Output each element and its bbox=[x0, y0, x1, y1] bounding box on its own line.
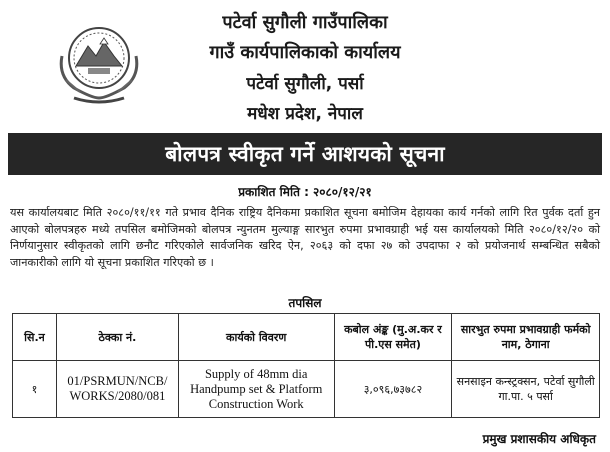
col-header-description: कार्यको विवरण bbox=[178, 314, 334, 361]
col-header-sn: सि.न bbox=[13, 314, 57, 361]
office-name: गाउँ कार्यपालिकाको कार्यालय bbox=[209, 42, 401, 63]
notice-title-banner: बोलपत्र स्वीकृत गर्ने आशयको सूचना bbox=[8, 133, 602, 175]
municipality-name: पटेर्वा सुगौली गाउँपालिका bbox=[222, 12, 388, 33]
col-header-firm: सारभुत रुपमा प्रभावग्राही फर्मको नाम, ठेगाना bbox=[452, 314, 600, 361]
cell-sn: १ bbox=[13, 361, 57, 418]
col-header-amount: कबोल अंङ्क (मु.अ.कर र पी.एस समेत) bbox=[334, 314, 452, 361]
award-table bbox=[12, 313, 600, 418]
cell-amount: ३,०९६,७३७८२ bbox=[334, 361, 452, 418]
col-header-contract-no: ठेक्का नं. bbox=[56, 314, 178, 361]
table-header-row bbox=[13, 314, 600, 361]
cell-description: Supply of 48mm dia Handpump set & Platform Construction Work bbox=[178, 361, 334, 418]
schedule-title: तपसिल bbox=[288, 296, 322, 310]
notice-body: यस कार्यालयबाट मिति २०८०/११/११ गते प्रभाव दैनिक राष्ट्रिय दैनिकमा प्रकाशित सूचना बमोजिम देहायका कार्य गर्नको लागि रित पुर्वक दर्ता हुन आएको बोलपत्रहरु मध्ये तपसिल बमोजिमको बोलपत्र न्युनतम मुल्याङ्ग सारभुत रुपमा प्रभावग्राही भई यस कार्यालयको मिति २०८०/१२/२० को निर्णयानुसार स्वीकृतको लागि छनौट गरिएकोले सार्वजनिक खरिद ऐन, २०६३ को दफा २७ को उपदाफा २ को प्रयोजनार्थ सम्बन्धित सबैको जानकारीको लागि यो सूचना प्रकाशित गरिएको छ । bbox=[10, 206, 600, 269]
cell-firm: सनसाइन कन्स्ट्रक्सन, पटेर्वा सुगौली गा.पा. ५ पर्सा bbox=[452, 361, 600, 418]
published-date: प्रकाशित मिति : २०८०/१२/२१ bbox=[238, 185, 372, 199]
cell-contract-no: 01/PSRMUN/NCB/ WORKS/2080/081 bbox=[56, 361, 178, 418]
province-country: मधेश प्रदेश, नेपाल bbox=[247, 104, 363, 124]
office-address: पटेर्वा सुगौली, पर्सा bbox=[246, 74, 364, 94]
signatory-title: प्रमुख प्रशासकीय अधिकृत bbox=[482, 432, 596, 446]
table-row bbox=[13, 361, 600, 418]
